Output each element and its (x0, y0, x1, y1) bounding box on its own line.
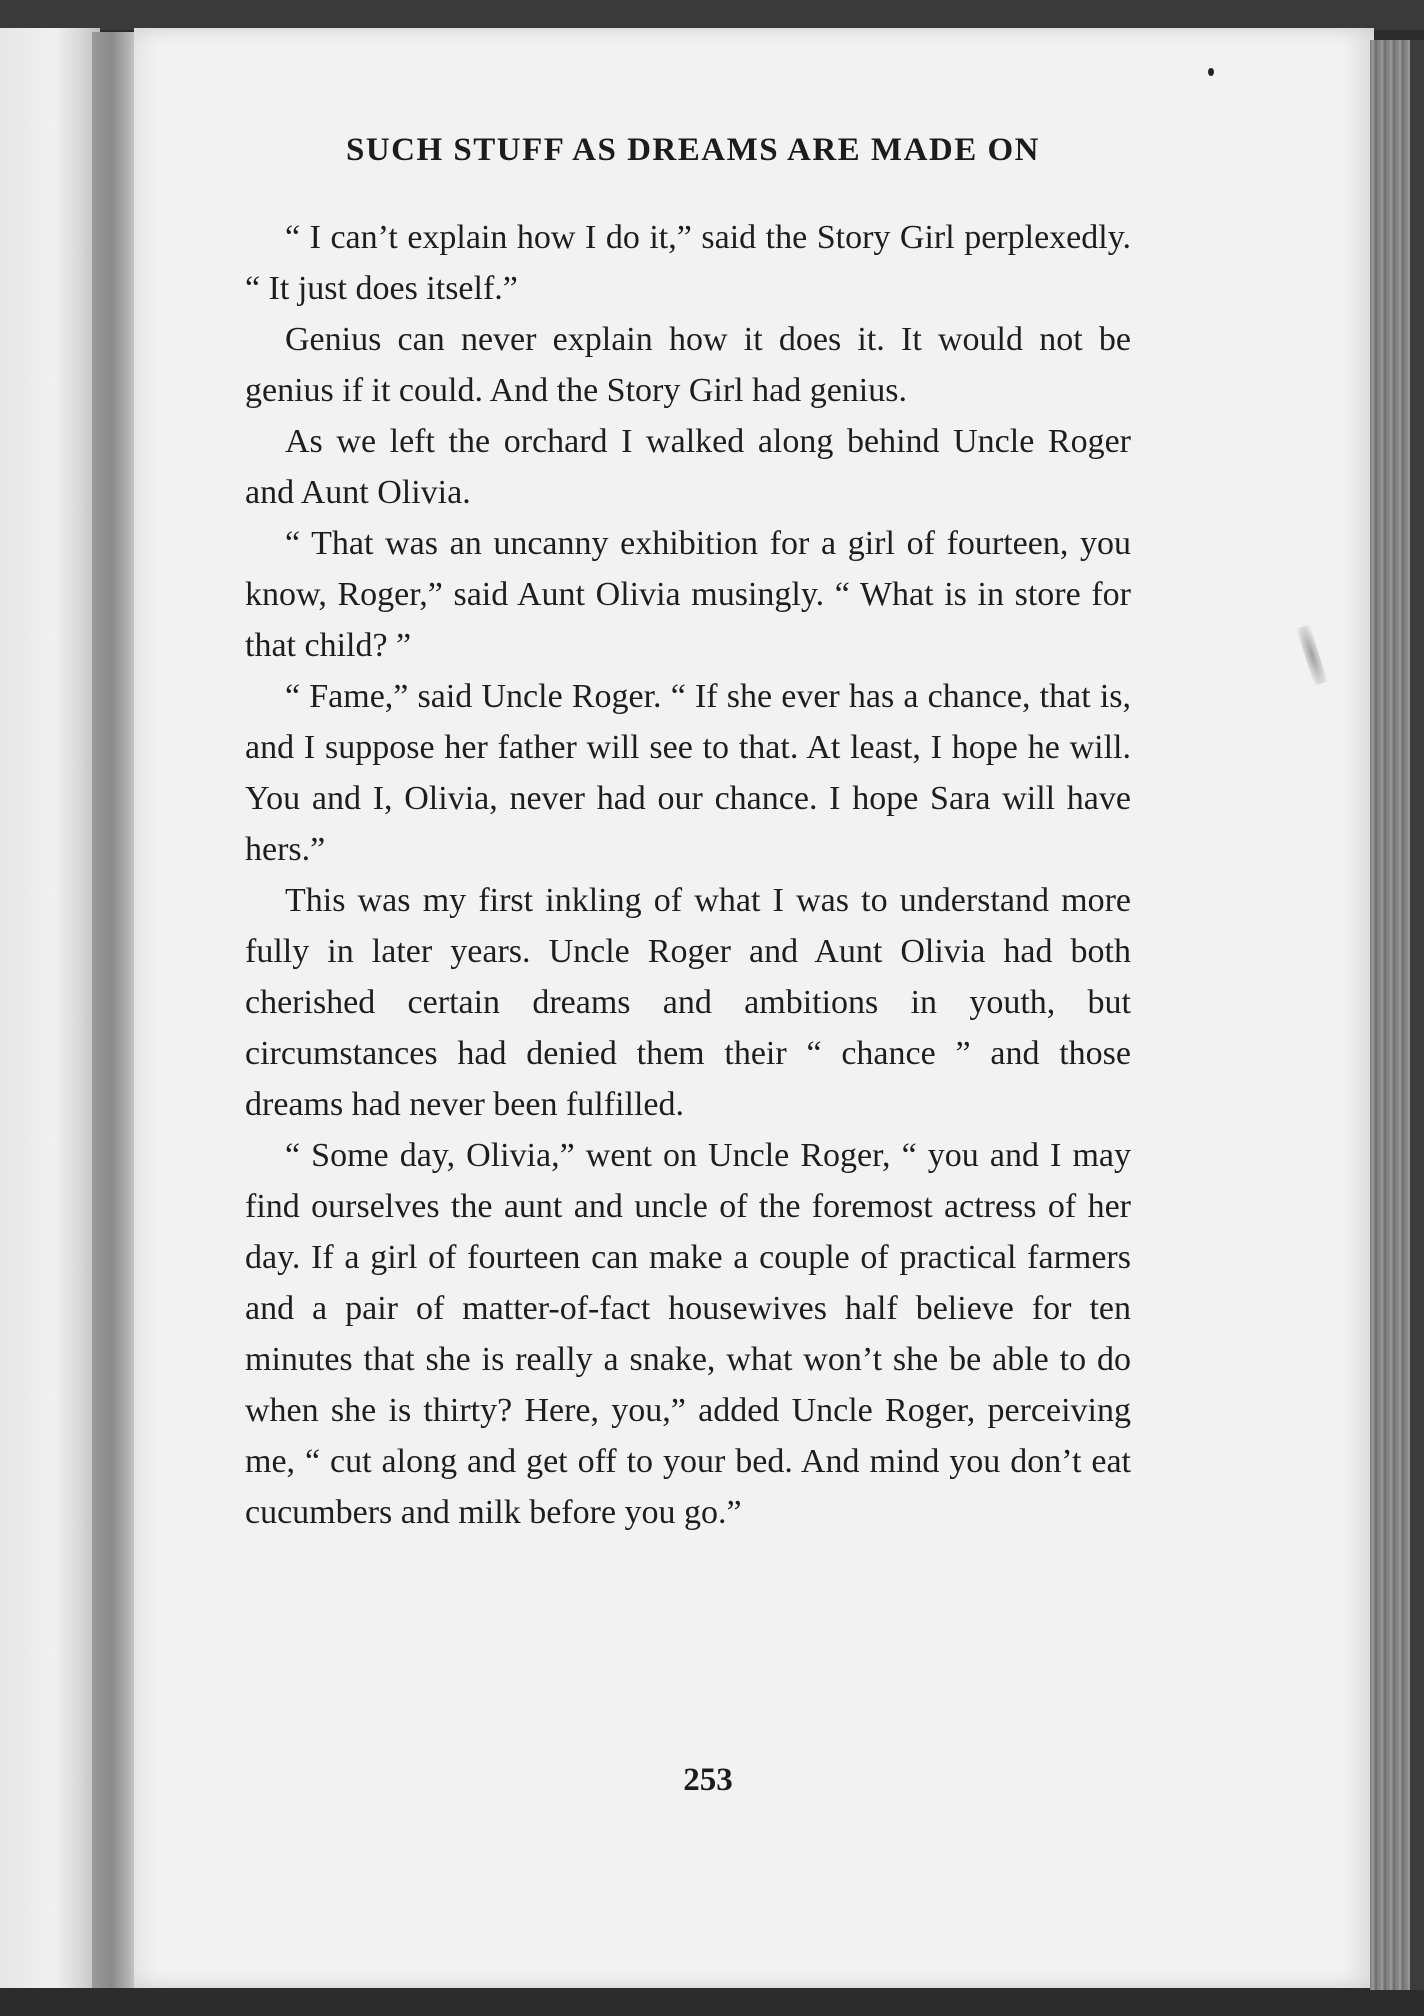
facing-page-edge (0, 28, 100, 1988)
ink-speck (1208, 68, 1214, 76)
paragraph: “ I can’t explain how I do it,” said the Story Girl perplexedly. “ It just does itself.” (245, 219, 1131, 307)
paragraph: “ That was an uncanny exhibition for a girl of fourteen, you know, Roger,” said Aunt Olivia musingly. “ What is in store for that child? ” (245, 525, 1131, 664)
paragraph: As we left the orchard I walked along behind Uncle Roger and Aunt Olivia. (245, 423, 1131, 511)
page-number: 253 (683, 1762, 733, 1798)
cover-edge (1410, 40, 1424, 1990)
paragraph: This was my first inkling of what I was to understand more fully in later years. Uncle Roger and Aunt Olivia had both cherished certain dreams and ambitions in youth, but circumstances had denied them their “ chance ” and those dreams had never been fulfilled. (245, 882, 1131, 1123)
paragraph: Genius can never explain how it does it. It would not be genius if it could. And the Story Girl had genius. (245, 321, 1131, 409)
paragraph: “ Fame,” said Uncle Roger. “ If she ever has a chance, that is, and I suppose her father will see to that. At least, I hope he will. You and I, Olivia, never had our chance. I hope Sara will have hers.” (245, 678, 1131, 868)
running-head: SUCH STUFF AS DREAMS ARE MADE ON (345, 132, 1040, 168)
paragraph: “ Some day, Olivia,” went on Uncle Roger, “ you and I may find ourselves the aunt and uncle of the foremost actress of her day. If a girl of fourteen can make a couple of practical farmers and a pair of matter-of-fact housewives half believe for ten minutes that she is really a snake, what won’t she be able to do when she is thirty? Here, you,” added Uncle Roger, perceiving me, “ cut along and get off to your bed. And mind you don’t eat cucumbers and milk before you go.” (245, 1137, 1131, 1531)
book-gutter (92, 32, 140, 1988)
body-text (245, 212, 1131, 1538)
